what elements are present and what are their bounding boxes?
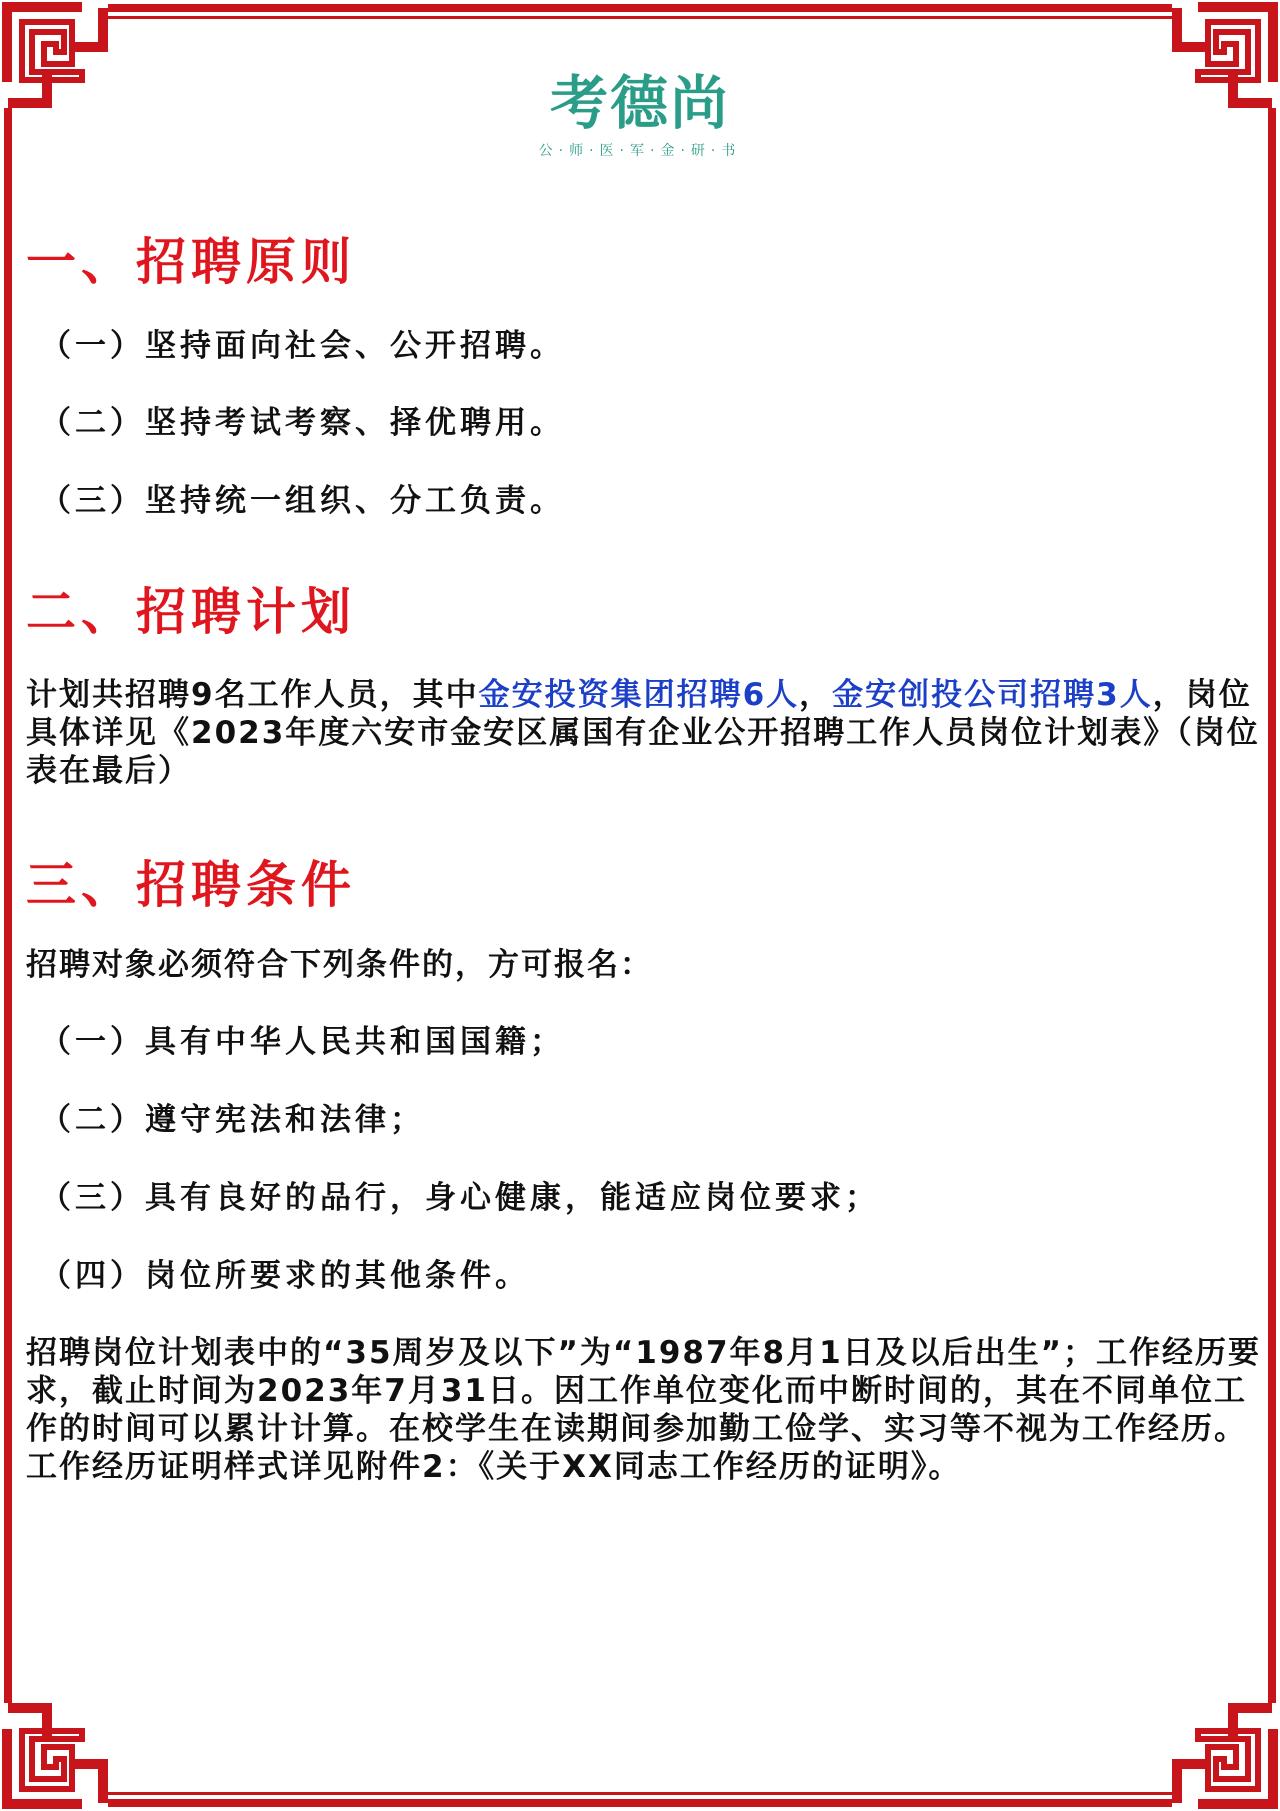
- plan-paragraph: [26, 676, 1264, 790]
- condition-item-3: （三）具有良好的品行，身心健康，能适应岗位要求；: [40, 1180, 880, 1216]
- principle-item-1: （一）坚持面向社会、公开招聘。: [40, 328, 565, 364]
- plan-text-after: ，岗位具体详见《2023年度六安市金安区属国有企业公开招聘工作人员岗位计划表》（岗位表在最后）: [26, 677, 1260, 789]
- plan-text-before: 计划共招聘9名工作人员，其中: [26, 677, 479, 713]
- principle-item-3: （三）坚持统一组织、分工负责。: [40, 483, 565, 519]
- condition-item-4: （四）岗位所要求的其他条件。: [40, 1258, 530, 1294]
- brand-logo: [0, 68, 1280, 160]
- plan-highlight-group: 金安投资集团招聘6人: [478, 677, 800, 713]
- corner-ornament-bottom-left: [2, 1703, 108, 1809]
- conditions-note: 招聘岗位计划表中的“35周岁及以下”为“1987年8月1日及以后出生”；工作经历要求，截止时间为2023年7月31日。因工作单位变化而中断时间的，其在不同单位工作的时间可以累计计算。在校学生在读期间参加勤工俭学、实习等不视为工作经历。工作经历证明样式详见附件2：《关于XX同志工作经历的证明》。: [26, 1335, 1262, 1485]
- conditions-intro: 招聘对象必须符合下列条件的，方可报名：: [26, 947, 653, 983]
- condition-item-2: （二）遵守宪法和法律；: [40, 1102, 425, 1138]
- section-heading-plan: 二、招聘计划: [26, 583, 356, 641]
- condition-item-1: （一）具有中华人民共和国国籍；: [40, 1024, 565, 1060]
- principle-item-2: （二）坚持考试考察、择优聘用。: [40, 405, 565, 441]
- section-heading-principles: 一、招聘原则: [26, 233, 356, 291]
- plan-comma: ，: [799, 677, 833, 713]
- plan-highlight-company: 金安创投公司招聘3人: [832, 677, 1153, 713]
- logo-subtitle: 公·师·医·军·金·研·书: [538, 143, 742, 159]
- section-heading-conditions: 三、招聘条件: [26, 856, 356, 914]
- logo-title: 考德尚: [549, 69, 730, 137]
- corner-ornament-bottom-right: [1172, 1703, 1278, 1809]
